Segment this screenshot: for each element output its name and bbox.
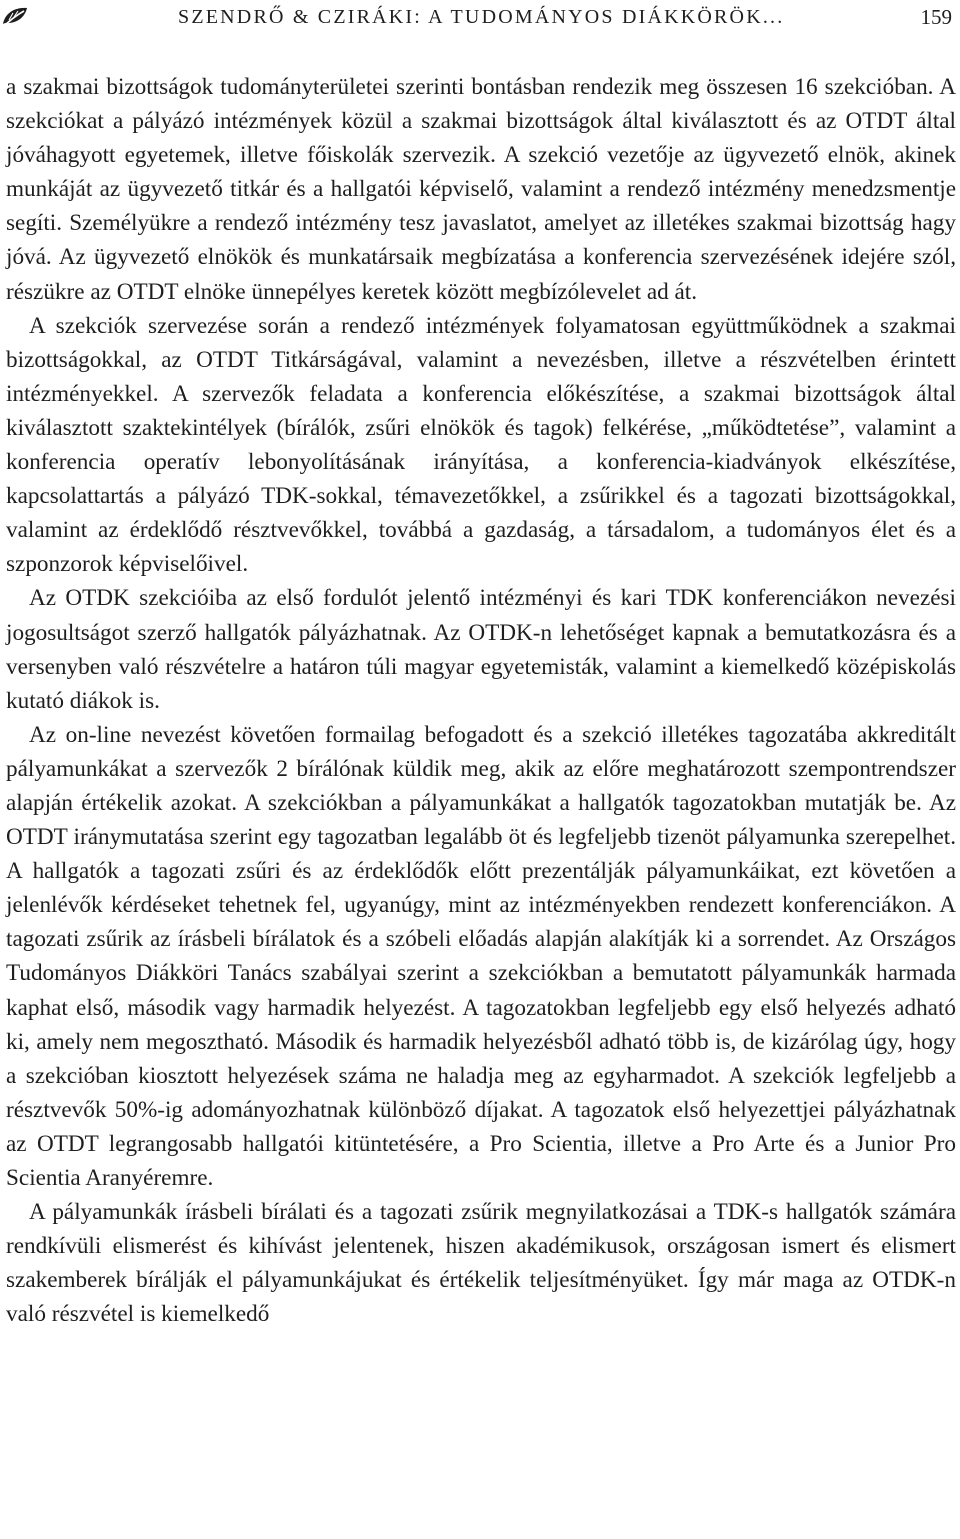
- paragraph-continued: a szakmai bizottságok tudományterületei szerinti bontásban rendezik meg összesen 16 szekcióban. A szekciókat a pályázó intézmények közül a szakmai bizottságok által kiválasztott és az OTDT által jóváhagyott egyetemek, illetve főiskolák szervezik. A szekció vezetője az ügyvezető elnök, akinek munkáját az ügyvezető titkár és a hallgatói képviselő, valamint a rendező intézmény menedzsmentje segíti. Személyükre a rendező intézmény tesz javaslatot, amelyet az illetékes szakmai bizottság hagy jóvá. Az ügyvezető elnökök és munkatársaik megbízatása a konferencia szervezésének idejére szól, részükre az OTDT elnöke ünnepélyes keretek között megbízólevelet ad át.: [6, 74, 956, 305]
- paragraph: Az on-line nevezést követően formailag befogadott és a szekció illetékes tagozatába akkreditált pályamunkákat a szervezők 2 bírálónak küldik meg, akik az előre meghatározott szempontrendszer alapján értékelik azokat. A szekciókban a pályamunkákat a hallgatók tagozatokban mutatják be. Az OTDT iránymutatása szerint egy tagozatban legalább öt és legfeljebb tizenöt pályamunka szerepelhet. A hallgatók a tagozati zsűri és az érdeklődők előtt prezentálják pályamunkáikat, ezt követően a jelenlévők kérdéseket tehetnek fel, ugyanúgy, mint az intézményekben rendezett konferenciákon. A tagozati zsűrik az írásbeli bírálatok és a szóbeli előadás alapján alakítják ki a sorrendet. Az Országos Tudományos Diákköri Tanács szabályai szerint a szekciókban a bemutatott pályamunkák harmada kaphat első, második vagy harmadik helyezést. A tagozatokban legfeljebb egy első helyezés adható ki, amely nem megosztható. Második és harmadik helyezésből adható több is, de kizárólag úgy, hogy a szekcióban kiosztott helyezések száma ne haladja meg az egyharmadot. A szekciók legfeljebb a résztvevők 50%-ig adományozhatnak különböző díjakat. A tagozatok első helyezettjei pályázhatnak az OTDT legrangosabb hallgatói kitüntetésére, a Pro Scientia, illetve a Pro Arte és a Junior Pro Scientia Aranyéremre.: [6, 721, 956, 1191]
- leaf-ornament-icon: [0, 4, 30, 30]
- page-header: [0, 4, 960, 34]
- page-number: 159: [920, 5, 952, 29]
- running-head: SZENDRŐ & CZIRÁKI: A TUDOMÁNYOS DIÁKKÖRÖK...: [178, 6, 785, 28]
- paragraph: A pályamunkák írásbeli bírálati és a tagozati zsűrik megnyilatkozásai a TDK-s hallgatók számára rendkívüli elismerést és kihívást jelentenek, hiszen akadémikusok, országosan ismert és elismert szakemberek bírálják el pályamunkájukat és értékelik teljesítményüket. Így már maga az OTDK-n való részvétel is kiemelkedő: [6, 1199, 956, 1328]
- body-text: [6, 70, 956, 1331]
- paragraph: Az OTDK szekcióiba az első fordulót jelentő intézményi és kari TDK konferenciákon nevezési jogosultságot szerző hallgatók pályázhatnak. Az OTDK-n lehetőséget kapnak a bemutatkozásra és a versenyben való részvételre a határon túli magyar egyetemisták, valamint a kiemelkedő középiskolás kutató diákok is.: [6, 585, 956, 714]
- paragraph: A szekciók szervezése során a rendező intézmények folyamatosan együttműködnek a szakmai bizottságokkal, az OTDT Titkárságával, valamint a nevezésben, illetve a részvételben érintett intézményekkel. A szervezők feladata a konferencia előkészítése, a szakmai bizottságok által kiválasztott szaktekintélyek (bírálók, zsűri elnökök és tagok) felkérése, „működtetése”, valamint a konferencia operatív lebonyolításának irányítása, a konferencia-kiadványok elkészítése, kapcsolattartás a pályázó TDK-sokkal, témavezetőkkel, a zsűrikkel és a tagozati bizottságokkal, valamint az érdeklődő résztvevőkkel, továbbá a gazdaság, a társadalom, a tudományos élet és a szponzorok képviselőivel.: [6, 312, 956, 578]
